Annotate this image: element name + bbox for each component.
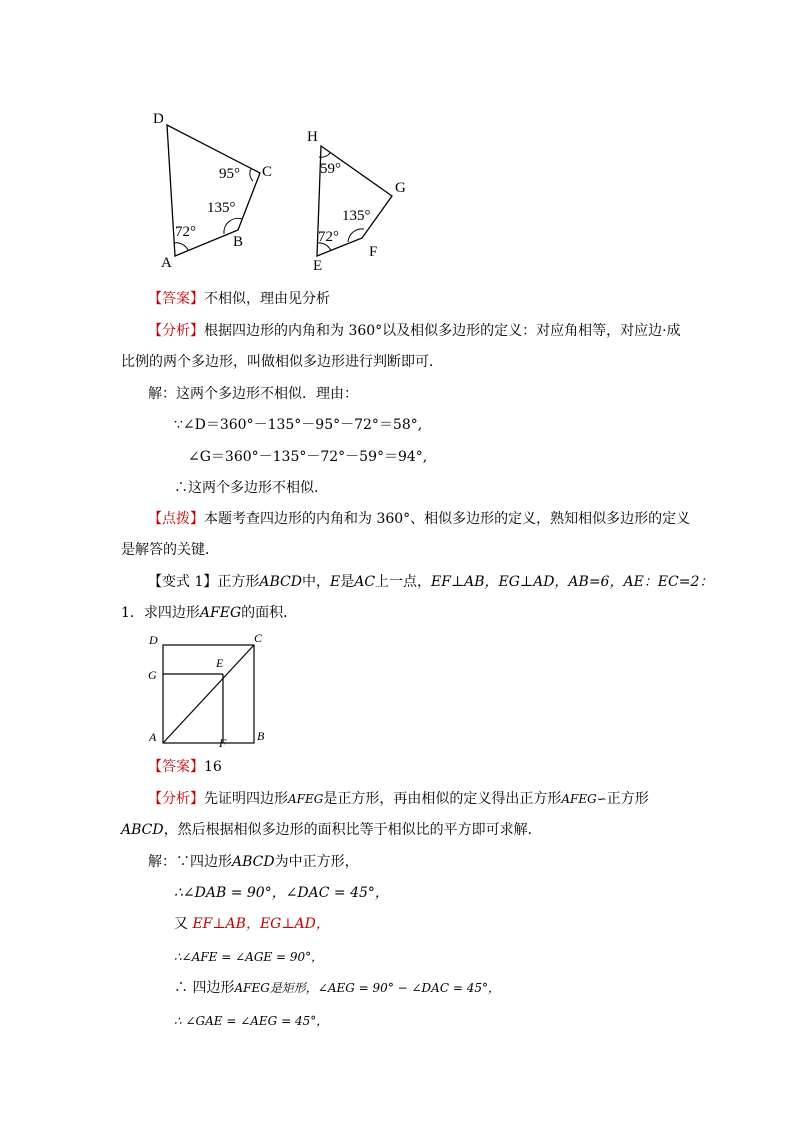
analysis-text: 正方形 [606, 791, 649, 807]
quadrilateral-abcd [153, 111, 272, 271]
solution-line [148, 853, 359, 871]
analysis-text: 是正方形，再由相似的定义得出正方形 [323, 791, 562, 807]
analysis-text: ABCD [121, 822, 164, 838]
solution-line: ∠G＝360°－135°－72°－59°＝94°, [188, 449, 428, 465]
solution-line: 解：这两个多边形不相似．理由： [148, 386, 358, 402]
vertex-label: A [149, 730, 157, 744]
vertex-label: C [254, 631, 263, 645]
vertex-label: F [219, 736, 227, 750]
comment-text: 本题考查四边形的内角和为 360°、相似多边形的定义，熟知相似多边形的定义 [204, 511, 691, 527]
solution-line: ∴∠DAB = 90°，∠DAC = 45°， [174, 885, 389, 901]
vertex-label: D [153, 111, 164, 127]
vertex-label: G [395, 180, 406, 196]
analysis-tag: 【分析】 [148, 791, 204, 807]
answer-tag: 【答案】 [148, 291, 204, 307]
vertex-label: E [216, 656, 224, 670]
quadrilateral-efgh [307, 129, 406, 274]
analysis-line [148, 322, 681, 340]
vertex-label: D [149, 633, 158, 647]
angle-label: 95° [219, 166, 240, 182]
question-text: AC [354, 574, 376, 590]
analysis-line [148, 790, 649, 808]
angle-label: 72° [175, 224, 196, 240]
quadrilateral-figure [150, 108, 420, 278]
solution-text: 又 [174, 916, 188, 932]
analysis-text: AFEG∽ [561, 792, 607, 806]
question-text: 中， [301, 574, 330, 590]
comment-line: 是解答的关键． [121, 542, 219, 558]
vertex-label: B [233, 234, 244, 250]
solution-line: ∴这两个多边形不相似． [174, 480, 328, 496]
answer-line [148, 758, 222, 776]
solution-text: ABCD [232, 854, 275, 870]
vertex-label: E [313, 258, 323, 274]
analysis-line: 比例的两个多边形，叫做相似多边形进行判断即可． [121, 354, 443, 370]
vertex-label: G [148, 668, 157, 682]
question-text: E [329, 574, 341, 590]
vertex-label: F [369, 244, 378, 260]
variant-tag: 【变式 1】 [148, 574, 218, 590]
solution-line: ∴ ∠GAE = ∠AEG = 45°， [174, 1014, 329, 1028]
angle-label: 135° [342, 208, 371, 224]
angle-label: 135° [207, 200, 236, 216]
solution-text: EF⊥AB，EG⊥AD， [192, 916, 330, 932]
question-text: 是 [340, 574, 355, 590]
answer-text: 不相似，理由见分析 [204, 291, 330, 307]
question-text: 的面积． [241, 605, 298, 621]
analysis-text: AFEG [288, 792, 324, 806]
vertex-label: A [161, 255, 172, 271]
solution-line [174, 915, 330, 933]
question-text: AFEG [199, 605, 242, 621]
angle-label: 59° [320, 161, 341, 177]
solution-text: AFEG [234, 981, 270, 995]
solution-text: ∴ 四边形 [174, 980, 235, 996]
vertex-label: H [307, 129, 318, 145]
variant-question-line [148, 573, 713, 591]
analysis-line [121, 821, 542, 839]
angle-label: 72° [318, 229, 339, 245]
vertex-label: C [262, 164, 273, 180]
solution-line: ∴∠AFE = ∠AGE = 90°， [174, 950, 324, 964]
answer-text: 16 [204, 759, 222, 775]
question-text: ABCD [259, 574, 302, 590]
vertex-label: B [257, 729, 265, 743]
solution-text: 解：∵四边形 [148, 854, 232, 870]
comment-tag: 【点拨】 [148, 511, 204, 527]
solution-line [174, 979, 500, 997]
solution-text: 是矩形，∠AEG = 90° − ∠DAC = 45°， [269, 981, 500, 995]
comment-line [148, 510, 690, 528]
analysis-text: 先证明四边形 [204, 791, 288, 807]
question-text: 上一点， [375, 574, 432, 590]
variant-question-line [121, 604, 297, 622]
solution-line: ∵∠D＝360°－135°－95°－72°＝58°, [174, 417, 423, 433]
solution-text: 为中正方形， [274, 854, 359, 870]
question-text: EF⊥AB，EG⊥AD，AB=6，AE：EC=2： [431, 574, 714, 590]
question-text: 正方形 [217, 574, 260, 590]
analysis-tag: 【分析】 [148, 323, 204, 339]
answer-line [148, 290, 330, 308]
question-text: 1．求四边形 [121, 605, 200, 621]
analysis-text: ，然后根据相似多边形的面积比等于相似比的平方即可求解． [163, 822, 542, 838]
answer-tag: 【答案】 [148, 759, 204, 775]
analysis-text: 根据四边形的内角和为 360°以及相似多边形的定义：对应角相等，对应边·成 [204, 323, 681, 339]
square-figure [140, 628, 280, 753]
